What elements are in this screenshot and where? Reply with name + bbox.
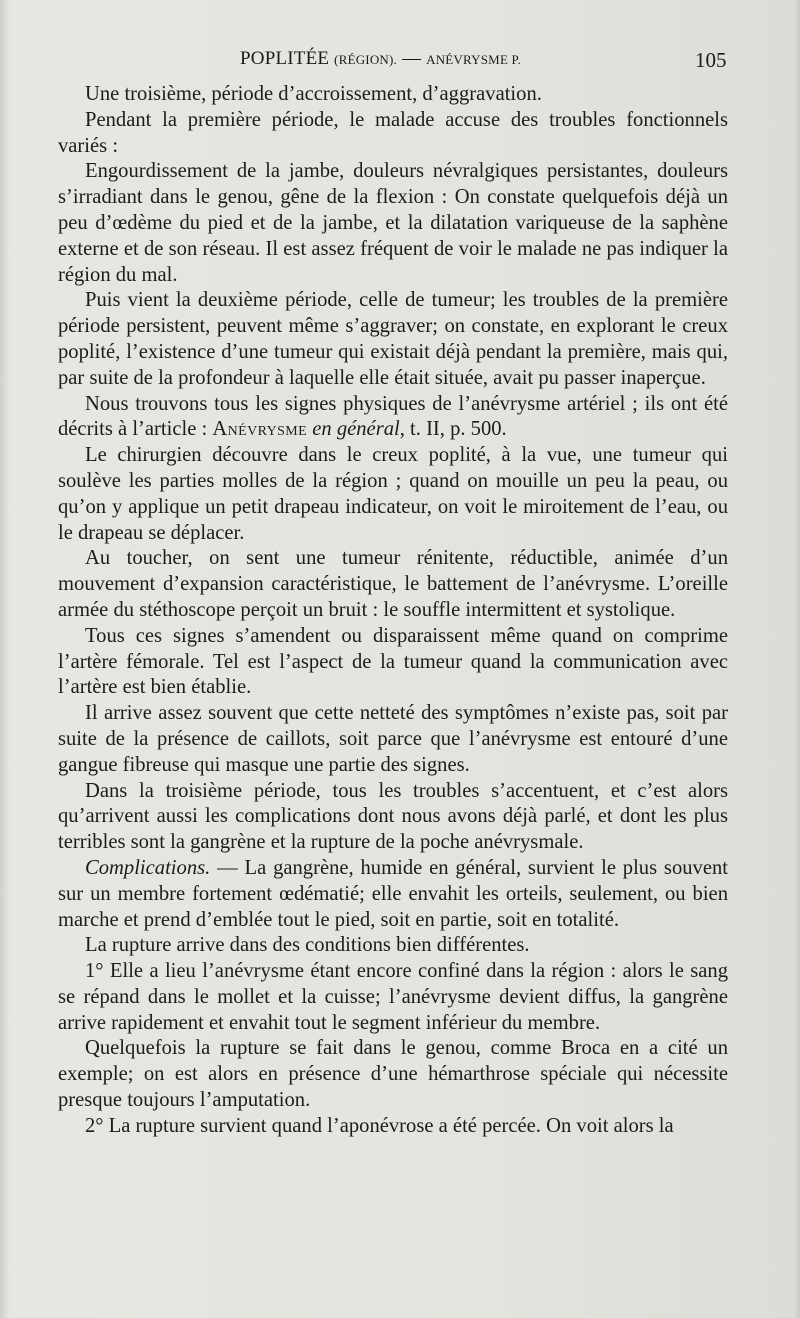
paragraph-text: — La gangrène, humide en général, survient le plus souvent sur un membre fortement œdématié; elle envahit les orteils, seulement, ou bien marche et prend d’emblée tout le pied, soit en partie, soit en totalité. — [58, 856, 728, 931]
paragraph: 2° La rupture survient quand l’aponévrose a été percée. On voit alors la — [85, 1114, 674, 1137]
running-header — [0, 48, 800, 74]
paragraph: Puis vient la deuxième période, celle de tumeur; les troubles de la première période persistent, peuvent même s’aggraver; on constate, en explorant le creux poplité, l’existence d’une tumeur qui existait déjà pendant la première, mais qui, par suite de la profondeur à laquelle elle était située, avait pu passer inaperçue. — [58, 289, 728, 389]
paragraph: Quelquefois la rupture se fait dans le genou, comme Broca en a cité un exemple; on est alors en présence d’une hémarthrose spéciale qui nécessite presque toujours l’amputation. — [58, 1037, 728, 1112]
article-reference-italic: en général — [307, 418, 400, 441]
paragraph: Au toucher, on sent une tumeur rénitente, réductible, animée d’un mouvement d’expansion caractéristique, le battement de l’anévrysme. L’oreille armée du stéthoscope perçoit un bruit : le souffle intermittent et systolique. — [58, 547, 728, 621]
paragraph: Le chirurgien découvre dans le creux poplité, à la vue, une tumeur qui soulève les parties molles de la région ; quand on mouille un peu la peau, ou qu’on y applique un petit drapeau indicateur, on voit le miroitement de l’eau, ou le drapeau se déplacer. — [58, 444, 728, 544]
paragraph: Il arrive assez souvent que cette netteté des symptômes n’existe pas, soit par suite de la présence de caillots, soit parce que l’anévrysme est entouré d’une gangue fibreuse qui masque une partie des signes. — [58, 702, 728, 776]
paragraph-text: Nous trouvons tous les signes physiques de l’anévrysme artériel ; ils ont été décrits à l’article : — [58, 392, 728, 441]
paragraph — [58, 856, 728, 933]
paragraph: Une troisième, période d’accroissement, d’aggravation. — [85, 83, 542, 105]
article-reference: Anévrysme — [212, 418, 308, 441]
paragraph: Pendant la première période, le malade accuse des troubles fonctionnels variés : — [58, 108, 728, 157]
title-region: (RÉGION). — [334, 52, 397, 67]
paragraph — [58, 392, 728, 444]
title-main: POPLITÉE — [240, 48, 330, 69]
title-topic: ANÉVRYSME P. — [426, 52, 521, 67]
body-text — [58, 82, 728, 1140]
page-number: 105 — [695, 48, 727, 72]
paragraph: 1° Elle a lieu l’anévrysme étant encore confiné dans la région : alors le sang se répand dans le mollet et la cuisse; l’anévrysme devient diffus, la gangrène arrive rapidement et envahit tout le segment inférieur du membre. — [58, 960, 728, 1034]
paragraph: La rupture arrive dans des conditions bien différentes. — [85, 934, 530, 957]
paragraph: Dans la troisième période, tous les troubles s’accentuent, et c’est alors qu’arrivent aussi les complications dont nous avons déjà parlé, et dont les plus terribles sont la gangrène et la rupture de la poche anévrysmale. — [58, 779, 728, 854]
running-title — [240, 48, 521, 70]
title-dash: — — [401, 48, 422, 69]
section-heading-italic: Complications. — [85, 856, 211, 879]
page-edge-shadow — [794, 0, 800, 1318]
volume-page-reference: , t. II, p. 500. — [399, 418, 507, 441]
paragraph: Engourdissement de la jambe, douleurs névralgiques persistantes, douleurs s’irradiant dans le genou, gêne de la flexion : On constate quelquefois déjà un peu d’œdème du pied et de la jambe, et la dilatation variqueuse de la saphène externe et de son réseau. Il est assez fréquent de voir le malade ne pas indiquer la région du mal. — [58, 160, 728, 286]
paragraph: Tous ces signes s’amendent ou disparaissent même quand on comprime l’artère fémorale. Tel est l’aspect de la tumeur quand la communication avec l’artère est bien établie. — [58, 624, 728, 699]
